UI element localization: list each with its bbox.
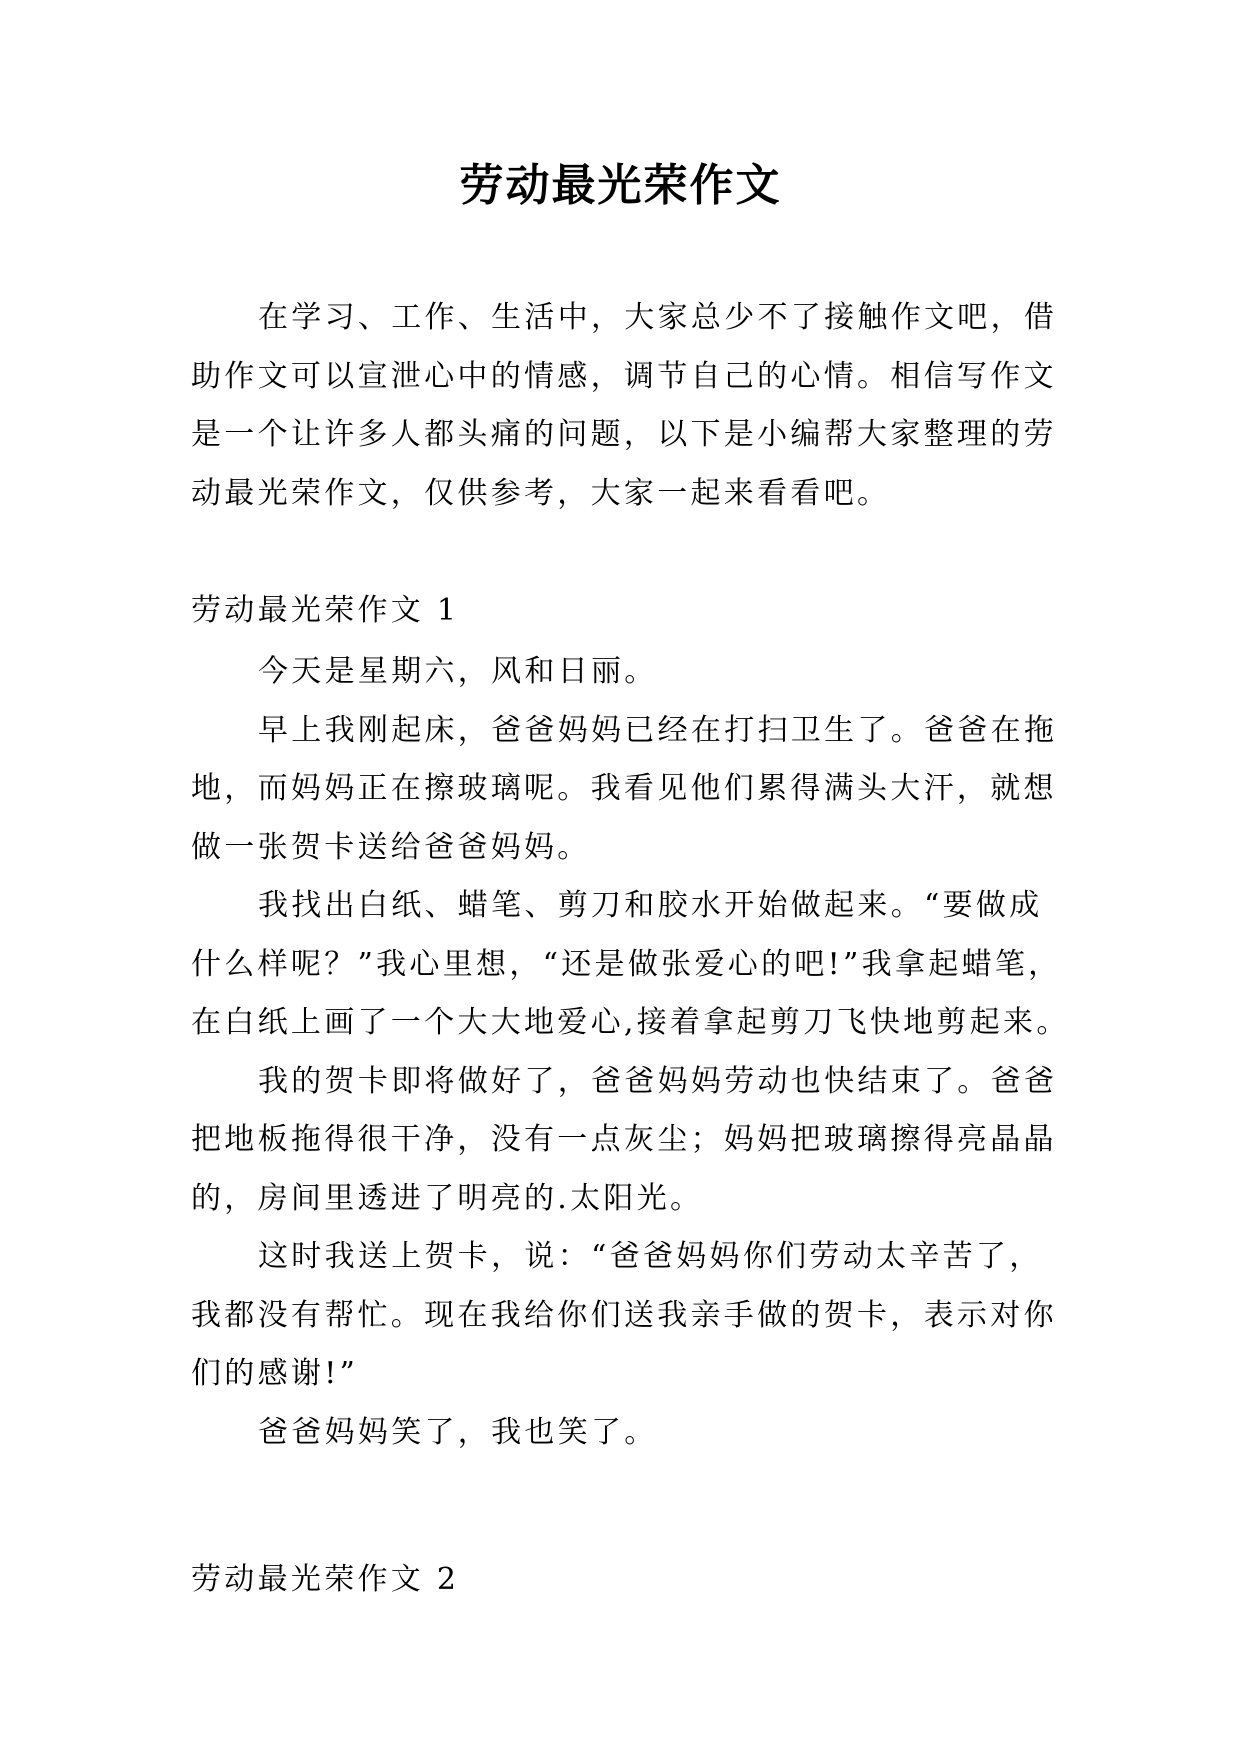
paragraph-line: 助作文可以宣泄心中的情感，调节自己的心情。相信写作文 — [191, 358, 1057, 394]
paragraph-line: 什么样呢？”我心里想，“还是做张爱心的吧!”我拿起蜡笔， — [191, 946, 1062, 982]
paragraph-line: 做一张贺卡送给爸爸妈妈。 — [191, 829, 591, 865]
paragraph — [191, 1053, 1057, 1229]
paragraph — [191, 1228, 1057, 1404]
section-heading: 劳动最光荣作文 1 — [191, 593, 460, 628]
paragraph-line: 们的感谢!” — [191, 1356, 359, 1391]
paragraph-line: 我的贺卡即将做好了，爸爸妈妈劳动也快结束了。爸爸 — [258, 1063, 1058, 1099]
section-heading: 劳动最光荣作文 2 — [191, 1562, 460, 1597]
paragraph-line: 的，房间里透进了明亮的.太阳光。 — [191, 1180, 704, 1216]
paragraph-line: 早上我刚起床，爸爸妈妈已经在打扫卫生了。爸爸在拖 — [258, 712, 1058, 748]
paragraph-line: 我找出白纸、蜡笔、剪刀和胶水开始做起来。“要做成 — [258, 888, 1043, 923]
paragraph-line: 在白纸上画了一个大大地爱心,接着拿起剪刀飞快地剪起来。 — [191, 1005, 1070, 1040]
paragraph-line: 地，而妈妈正在擦玻璃呢。我看见他们累得满头大汗，就想 — [191, 771, 1057, 806]
paragraph-line: 是一个让许多人都头痛的问题，以下是小编帮大家整理的劳 — [191, 417, 1057, 452]
paragraph — [191, 1404, 1057, 1463]
paragraph — [191, 702, 1057, 878]
paragraph — [191, 877, 1070, 1053]
section-body — [191, 643, 1070, 1462]
paragraph-line: 爸爸妈妈笑了，我也笑了。 — [258, 1414, 658, 1450]
paragraph-line: 动最光荣作文，仅供参考，大家一起来看看吧。 — [191, 475, 891, 511]
paragraph-line: 在学习、工作、生活中，大家总少不了接触作文吧，借 — [258, 300, 1058, 335]
paragraph-line: 把地板拖得很干净，没有一点灰尘；妈妈把玻璃擦得亮晶晶 — [191, 1122, 1057, 1157]
paragraph — [191, 643, 1057, 702]
paragraph-line: 今天是星期六，风和日丽。 — [258, 654, 658, 689]
paragraph-line: 我都没有帮忙。现在我给你们送我亲手做的贺卡，表示对你 — [191, 1297, 1057, 1333]
paragraph-line: 这时我送上贺卡，说：“爸爸妈妈你们劳动太辛苦了， — [258, 1239, 1043, 1274]
page-title: 劳动最光荣作文 — [459, 160, 782, 211]
intro-paragraph — [191, 289, 1057, 523]
